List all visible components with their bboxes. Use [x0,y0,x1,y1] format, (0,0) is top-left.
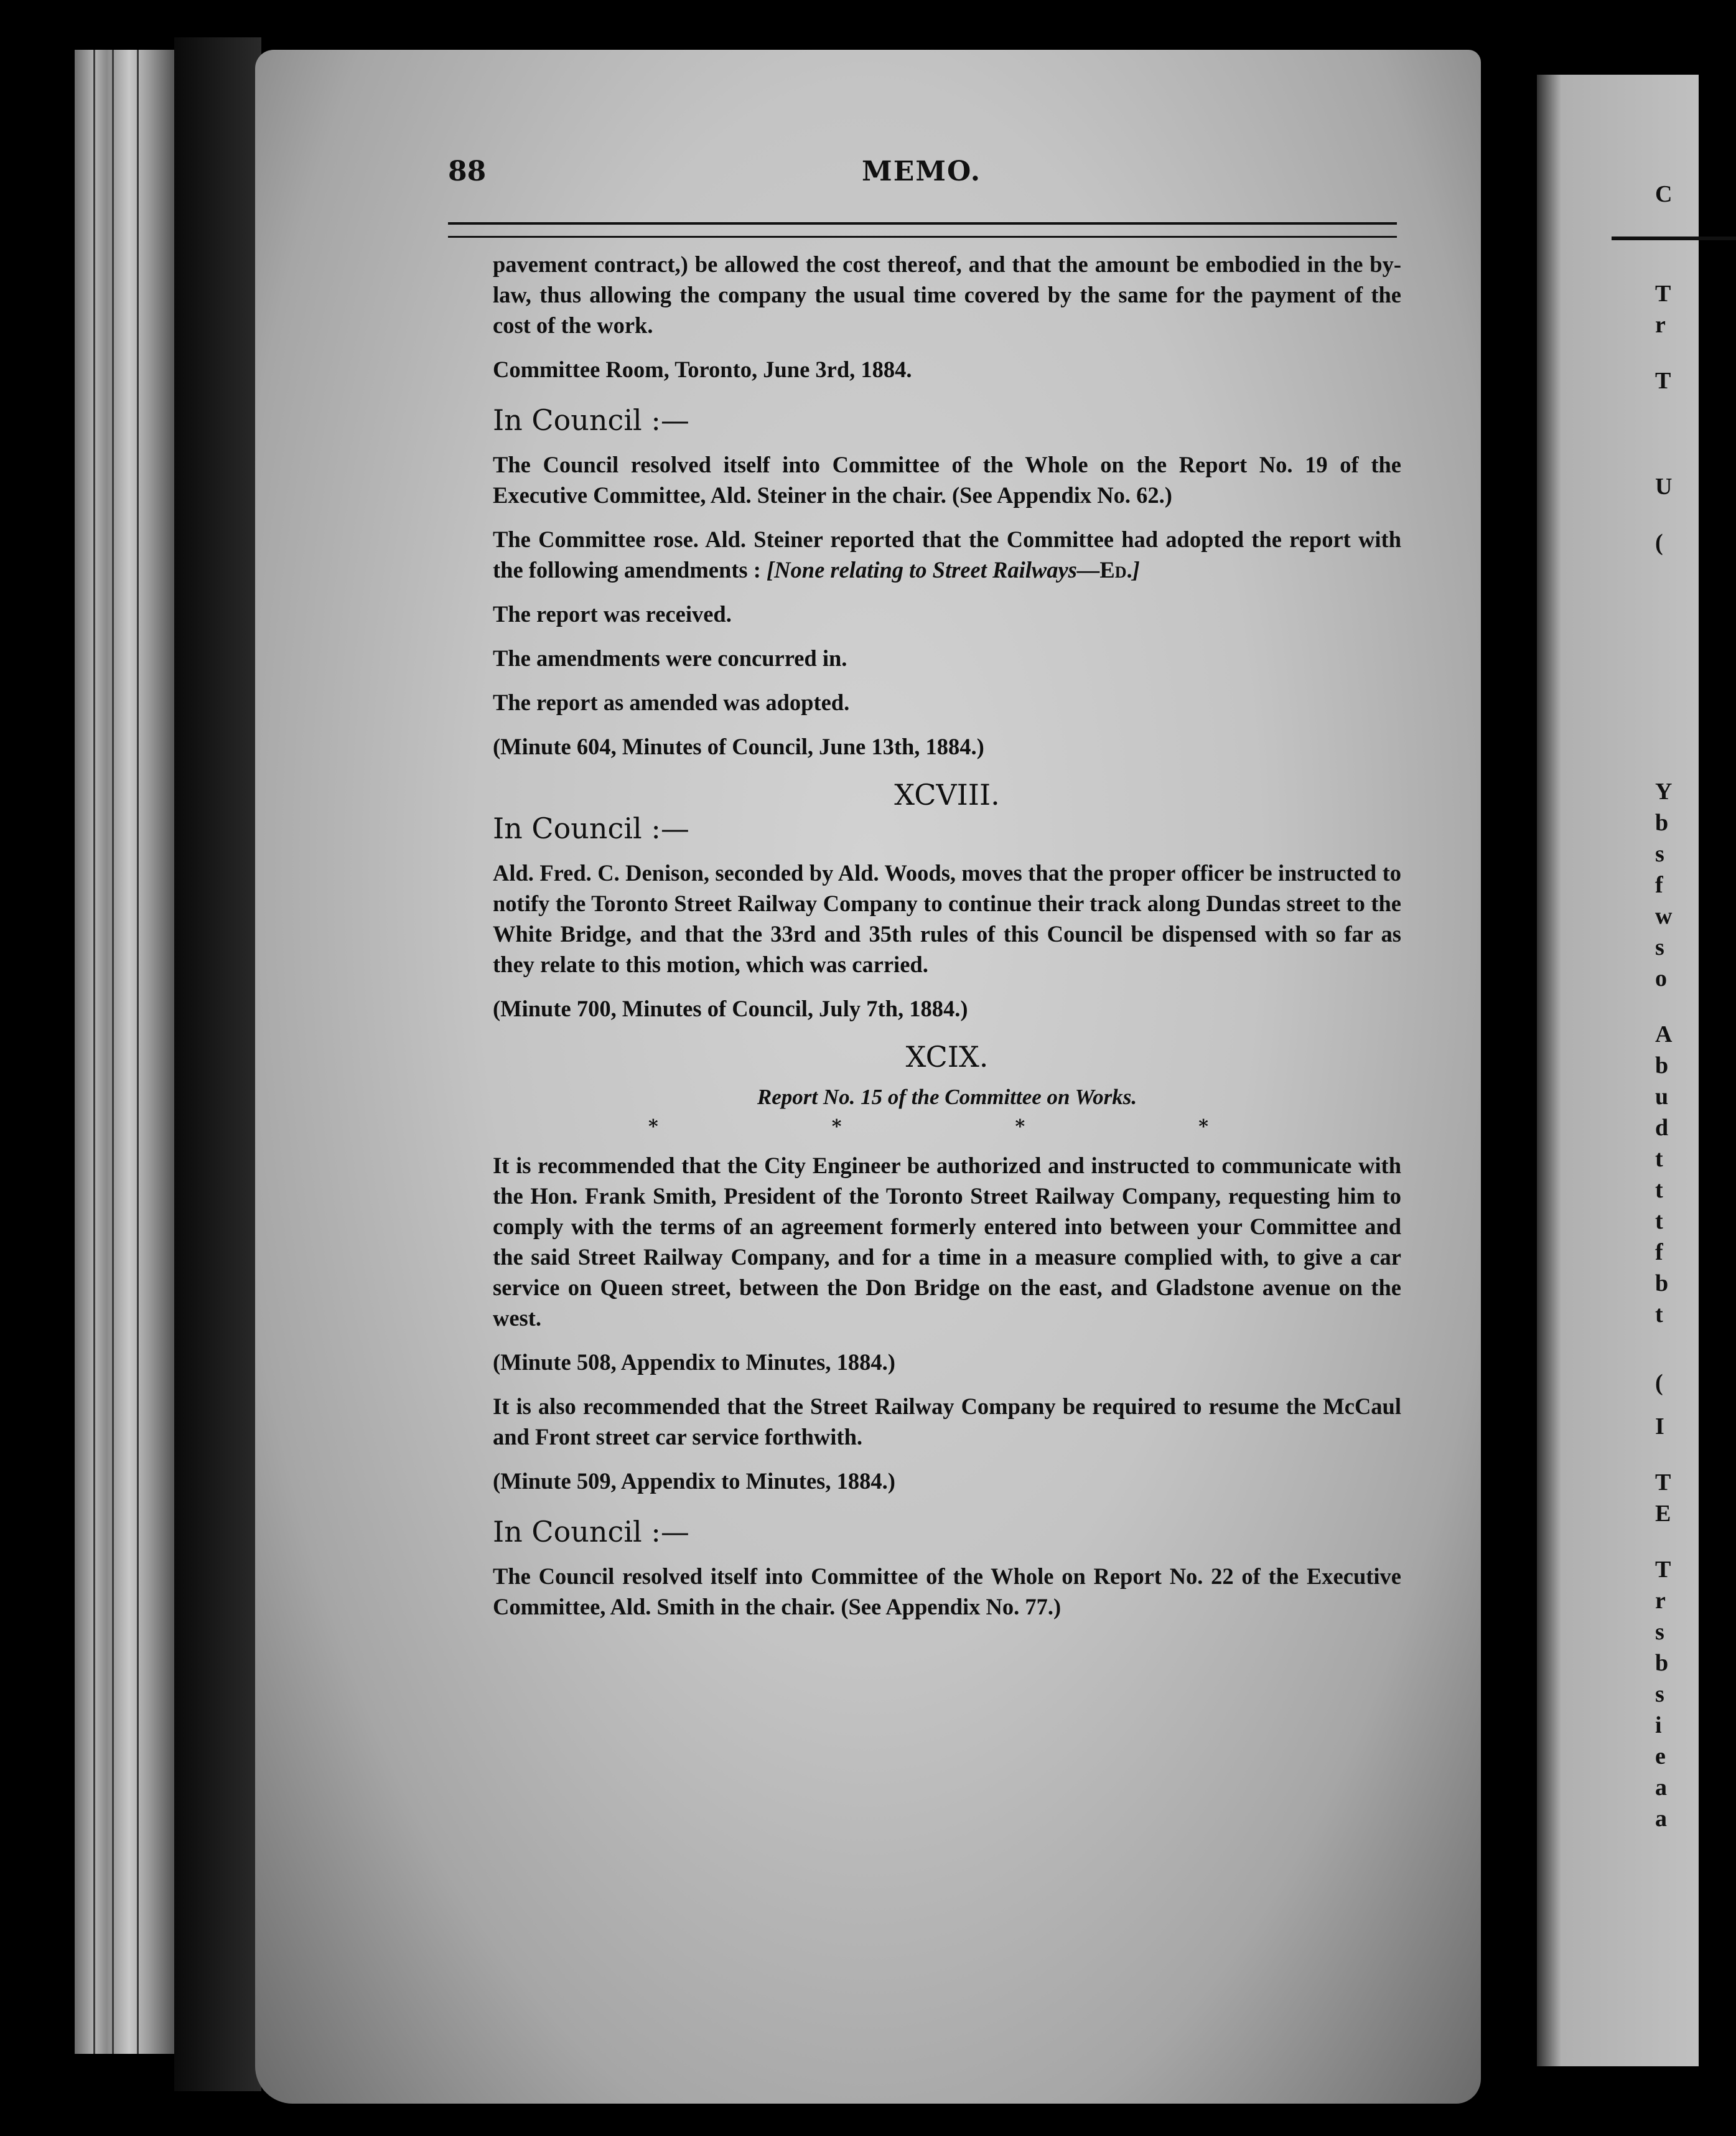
facing-page-letter: b [1655,1650,1669,1676]
facing-page-letter: s [1655,1619,1664,1645]
paragraph-continuation: pavement contract,) be allowed the cost thereof, and that the amount be embodied in the by-law, thus allowing the company the usual time covered by the same for the payment of the cost of the work. [493,251,1401,338]
facing-page-letter: T [1655,1469,1671,1496]
paragraph-resolution: The Council resolved itself into Committee of the Whole on Report No. 22 of the Executive Committee, Ald. Smith in the chair. (See Appendix No. 77.) [493,1563,1401,1619]
facing-page-letter: i [1655,1712,1662,1738]
facing-page-letter: u [1655,1084,1669,1110]
minute-reference: (Minute 508, Appendix to Minutes, 1884.) [493,1349,895,1375]
facing-page-letter: C [1655,181,1673,207]
editor-note-text: [None relating to Street Railways— [767,557,1100,583]
asterisk: * [1015,1116,1025,1138]
facing-page-letter: r [1655,1588,1666,1614]
edge-line [137,50,139,2054]
asterisk: * [648,1116,658,1138]
edge-line [112,50,114,2054]
committee-rose-text: The Committee rose. Ald. Steiner reported that the Committee had adopted the report with the following amendments : [493,527,1401,583]
in-council-heading: In Council :— [493,812,689,845]
facing-page-rule [1612,237,1736,240]
asterisk-divider [648,1116,1208,1138]
facing-page-letter: I [1655,1413,1664,1440]
facing-page-letter: t [1655,1301,1663,1328]
paragraph-amendments: The amendments were concurred in. [493,645,847,671]
minute-reference: (Minute 509, Appendix to Minutes, 1884.) [493,1468,895,1494]
paragraph-resolution: The Council resolved itself into Committee of the Whole on the Report No. 19 of the Executive Committee, Ald. Steiner in the chair. (See Appendix No. 62.) [493,452,1401,508]
paragraph-report-received: The report was received. [493,601,732,627]
asterisk: * [831,1116,842,1138]
facing-page-letter: U [1655,474,1673,500]
header-rule [448,222,1397,238]
facing-page-letter: r [1655,312,1666,338]
facing-page-letter: ( [1655,530,1663,556]
page-header [448,156,1400,193]
section-number: XCIX. [905,1040,989,1074]
facing-page-letter: a [1655,1806,1667,1832]
in-council-heading: In Council :— [493,403,689,437]
facing-page-letter: E [1655,1501,1671,1527]
facing-page-letter: T [1655,281,1671,307]
facing-page-letter: f [1655,1239,1663,1265]
book-gutter [174,37,261,2091]
facing-page-letter: T [1655,368,1671,394]
editor-note-ed: Ed. [1099,557,1132,583]
paragraph-recommendation: It is also recommended that the Street Railway Company be required to resume the McCaul and Front street car service forthwith. [493,1394,1401,1450]
editor-note [767,557,1140,583]
facing-page-letter: s [1655,934,1664,960]
paragraph-recommendation: It is recommended that the City Engineer be authorized and instructed to communicate with the Hon. Frank Smith, President of the Toronto Street Railway Company, requesting him to comply with the terms of an agreement formerly entered into between your Committee and the said Street Railway Company, and for a time in a measure complied with, to give a car service on Queen street, between the Don Bridge on the east, and Gladstone avenue on the west. [493,1153,1401,1331]
paragraph-report-adopted: The report as amended was adopted. [493,690,850,715]
running-head: MEMO. [862,156,982,187]
facing-page-letter: d [1655,1115,1669,1141]
section-number: XCVIII. [894,778,1000,812]
facing-page-letter: s [1655,841,1664,867]
minute-reference: (Minute 604, Minutes of Council, June 13th, 1884.) [493,734,984,759]
facing-page-letter: t [1655,1146,1663,1172]
paragraph-motion: Ald. Fred. C. Denison, seconded by Ald. Woods, moves that the proper officer be instructed to notify the Toronto Street Railway Company to continue their track along Dundas street to the White Bridge, and that the 33rd and 35th rules of this Council be dispensed with so far as they relate to this motion, which was carried. [493,860,1401,977]
facing-page-letter: T [1655,1557,1671,1583]
paragraph-committee-rose [493,524,1401,585]
facing-page-letter: b [1655,1270,1669,1296]
facing-page-letter: e [1655,1743,1666,1769]
in-council-heading: In Council :— [493,1515,689,1548]
facing-page-letter: A [1655,1021,1673,1047]
minute-reference: (Minute 700, Minutes of Council, July 7th, 1884.) [493,996,968,1021]
asterisk: * [1198,1116,1208,1138]
facing-page-letter: b [1655,1052,1669,1079]
committee-room-line: Committee Room, Toronto, June 3rd, 1884. [493,357,912,382]
facing-page-letter: w [1655,903,1673,929]
facing-page-letter: t [1655,1177,1663,1203]
facing-page-letter: o [1655,965,1667,991]
editor-note-end: ] [1132,557,1140,583]
book-edge [75,50,174,2054]
facing-page-letter: s [1655,1681,1664,1707]
page-content [493,249,1401,1622]
facing-page-letter: a [1655,1774,1667,1801]
page-number: 88 [448,156,487,187]
facing-page-letter: f [1655,872,1663,898]
facing-page-letter: Y [1655,779,1673,805]
facing-page-letter: b [1655,810,1669,836]
report-subheading: Report No. 15 of the Committee on Works. [757,1085,1137,1109]
facing-page-letter: ( [1655,1370,1663,1396]
facing-page-fragment [1537,75,1699,2066]
edge-line [93,50,95,2054]
facing-page-letter: t [1655,1208,1663,1234]
